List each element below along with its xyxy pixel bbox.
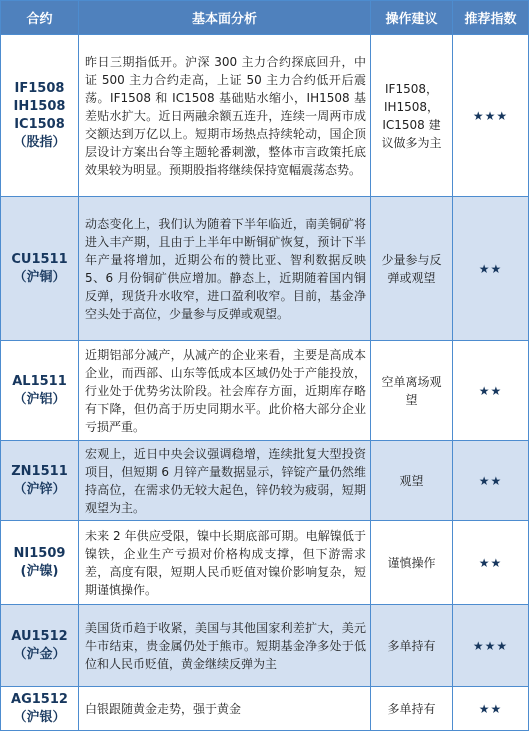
rating-stars: ★★ xyxy=(453,441,529,521)
contract-code: ZN1511 xyxy=(11,463,68,479)
contract-cell xyxy=(1,605,79,687)
contract-code: IH1508 xyxy=(13,98,66,114)
rating-stars: ★★ xyxy=(453,521,529,605)
rating-stars: ★★ xyxy=(453,687,529,731)
contract-cell xyxy=(1,441,79,521)
analysis-cell: 昨日三期指低开。沪深 300 主力合约探底回升，中证 500 主力合约走高，上证 50 主力合约低开后震荡。IF1508 和 IC1508 基础贴水缩小，IH1508 基差贴水扩大。近日两融余额五连升，连续一周两市成交额达到万亿以上。短期市场热点持续轮动，国企顶层设计方案出台等主题轮番刺激，整体市言政策托底效果较为明显。预期股指将继续保持宽幅震荡态势。 xyxy=(79,35,371,197)
contract-code: NI1509 xyxy=(13,545,66,561)
contract-code: AU1512 xyxy=(11,628,68,644)
contract-cell xyxy=(1,341,79,441)
analysis-cell: 动态变化上，我们认为随着下半年临近，南美铜矿将进入丰产期，且由于上半年中断铜矿恢复，预计下半年产量将增加，近期公布的赞比亚、智利数据反映 5、6 月份铜矿供应增加。静态上，近期随着国内铜反弹，现货升水收窄，进口盈利收窄。目前，基金净空头处于高位，少量参与反弹或观望。 xyxy=(79,197,371,341)
contract-cell xyxy=(1,687,79,731)
advice-cell: 谨慎操作 xyxy=(371,521,453,605)
advice-cell: 空单离场观望 xyxy=(371,341,453,441)
contract-code: CU1511 xyxy=(11,251,68,267)
contract-type: (沪镍) xyxy=(20,563,59,579)
table-row xyxy=(1,441,529,521)
rating-stars: ★★ xyxy=(453,341,529,441)
contract-type: （沪金） xyxy=(13,646,66,662)
contract-code: IF1508 xyxy=(14,80,65,96)
table-row xyxy=(1,605,529,687)
advice-cell: IF1508，IH1508，IC1508 建议做多为主 xyxy=(371,35,453,197)
table-row xyxy=(1,341,529,441)
table-row xyxy=(1,197,529,341)
contract-cell xyxy=(1,521,79,605)
rating-stars: ★★★ xyxy=(453,605,529,687)
advice-cell: 多单持有 xyxy=(371,687,453,731)
header-analysis: 基本面分析 xyxy=(79,1,371,35)
table-header-row xyxy=(1,1,529,35)
contract-type: （股指） xyxy=(13,134,66,150)
table-row xyxy=(1,687,529,731)
advice-cell: 多单持有 xyxy=(371,605,453,687)
contract-code: IC1508 xyxy=(14,116,65,132)
contract-type: （沪铜） xyxy=(13,269,66,285)
rating-stars: ★★★ xyxy=(453,35,529,197)
header-contract: 合约 xyxy=(1,1,79,35)
header-rating: 推荐指数 xyxy=(453,1,529,35)
analysis-cell: 未来 2 年供应受限，镍中长期底部可期。电解镍低于镍铁，企业生产亏损对价格构成支撑，但下游需求差，高度有限，短期人民币贬值对镍价影响复杂，短期谨慎操作。 xyxy=(79,521,371,605)
header-advice: 操作建议 xyxy=(371,1,453,35)
contract-code: AG1512 xyxy=(11,691,68,707)
advice-cell: 少量参与反弹或观望 xyxy=(371,197,453,341)
contract-type: （沪锌） xyxy=(13,481,66,497)
analysis-cell: 美国货币趋于收紧，美国与其他国家利差扩大，美元牛市结束，贵金属仍处于熊市。短期基金净多处于低位和人民币贬值，黄金继续反弹为主 xyxy=(79,605,371,687)
analysis-cell: 宏观上，近日中央会议强调稳增，连续批复大型投资项目，但短期 6 月锌产量数据显示，锌锭产量仍然维持高位，在需求仍无较大起色，锌仍较为疲弱，短期观望为主。 xyxy=(79,441,371,521)
analysis-cell: 白银跟随黄金走势，强于黄金 xyxy=(79,687,371,731)
contract-cell xyxy=(1,35,79,197)
advice-cell: 观望 xyxy=(371,441,453,521)
contract-cell xyxy=(1,197,79,341)
contract-code: AL1511 xyxy=(12,373,67,389)
analysis-cell: 近期铝部分减产，从减产的企业来看，主要是高成本企业，而西部、山东等低成本区域仍处于产能投放，行业处于优势劣汰阶段。社会库存方面，近期库存略有下降，但仍高于历史同期水平。此价格大部分企业亏损严重。 xyxy=(79,341,371,441)
table-row xyxy=(1,35,529,197)
contract-type: （沪银） xyxy=(13,709,66,725)
rating-stars: ★★ xyxy=(453,197,529,341)
table-row xyxy=(1,521,529,605)
contract-type: （沪铝） xyxy=(13,391,66,407)
